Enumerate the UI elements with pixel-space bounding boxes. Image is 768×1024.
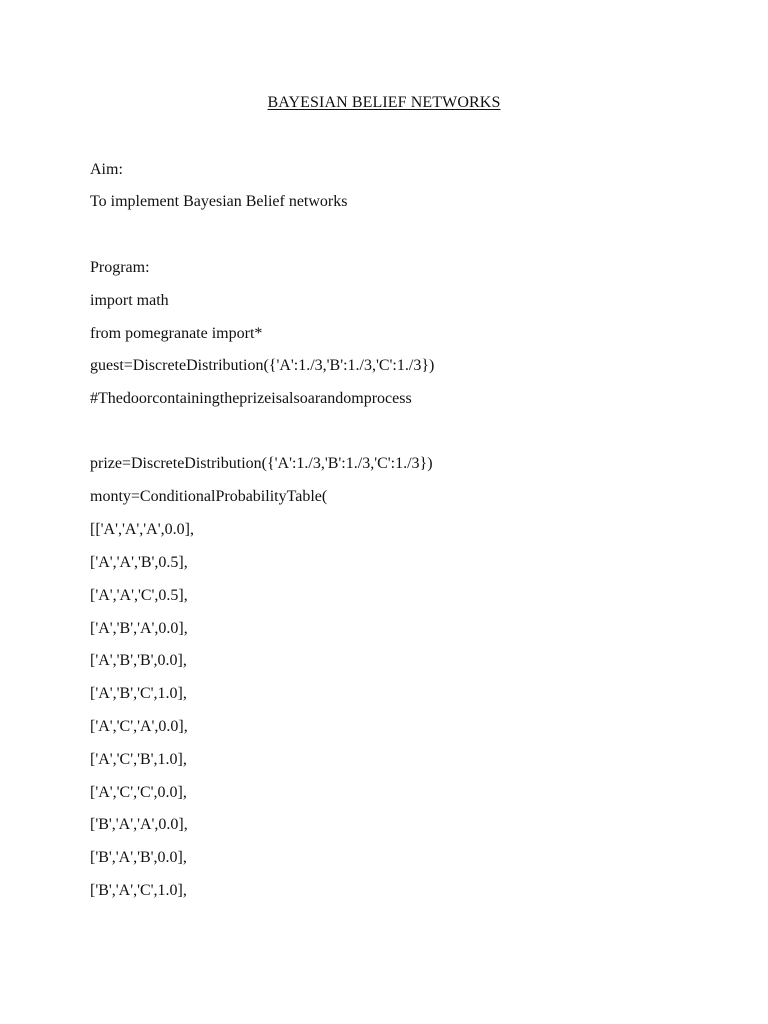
code-line: prize=DiscreteDistribution({'A':1./3,'B':1./3,'C':1./3}) xyxy=(90,455,433,472)
aim-text: To implement Bayesian Belief networks xyxy=(90,193,348,210)
aim-heading: Aim: xyxy=(90,161,123,178)
code-line: import math xyxy=(90,292,169,309)
document-title: BAYESIAN BELIEF NETWORKS xyxy=(267,94,501,111)
code-line: from pomegranate import* xyxy=(90,325,263,342)
code-line: [['A','A','A',0.0], xyxy=(90,521,194,538)
code-line: ['A','B','B',0.0], xyxy=(90,652,187,669)
code-line: monty=ConditionalProbabilityTable( xyxy=(90,488,328,505)
program-heading: Program: xyxy=(90,259,150,276)
code-line: guest=DiscreteDistribution({'A':1./3,'B':1./3,'C':1./3}) xyxy=(90,357,435,374)
code-line: ['A','B','A',0.0], xyxy=(90,620,188,637)
code-line: ['B','A','B',0.0], xyxy=(90,849,187,866)
code-line: ['A','C','A',0.0], xyxy=(90,718,188,735)
code-line: ['B','A','A',0.0], xyxy=(90,816,188,833)
code-line: ['A','C','B',1.0], xyxy=(90,751,187,768)
code-line: ['B','A','C',1.0], xyxy=(90,882,187,899)
code-line: #Thedoorcontainingtheprizeisalsoarandomprocess xyxy=(90,390,412,407)
code-line: ['A','A','B',0.5], xyxy=(90,554,188,571)
code-line: ['A','B','C',1.0], xyxy=(90,685,187,702)
code-line: ['A','A','C',0.5], xyxy=(90,587,188,604)
code-line: ['A','C','C',0.0], xyxy=(90,784,187,801)
